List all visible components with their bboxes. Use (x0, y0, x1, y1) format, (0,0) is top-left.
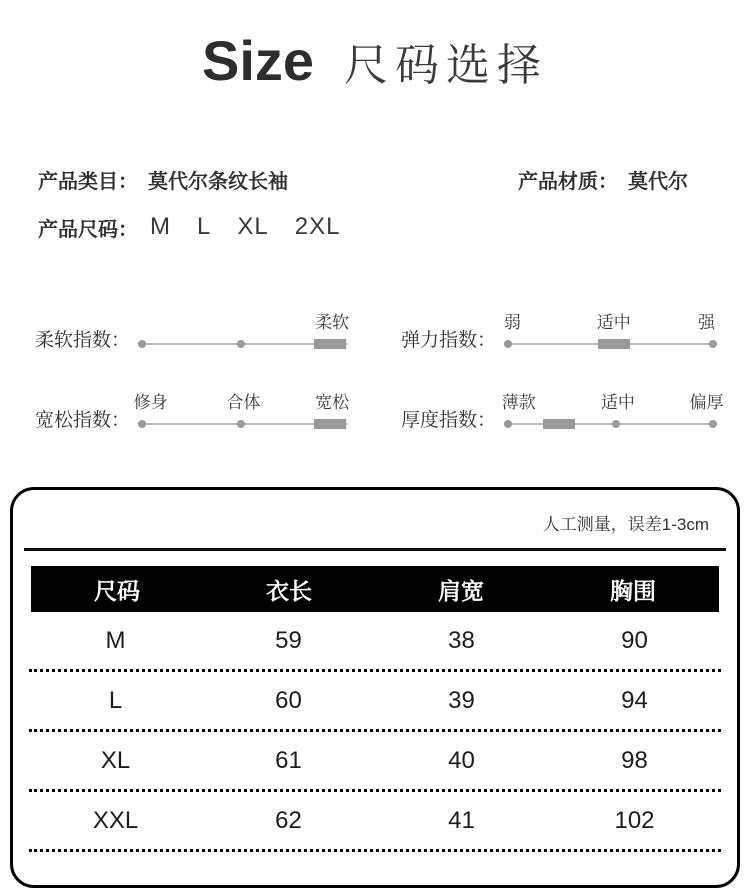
index-sliders-section (0, 305, 750, 433)
cell-shoulder: 40 (448, 746, 475, 774)
cell-size: M (105, 626, 126, 654)
table-header-length: 衣长 (266, 577, 312, 604)
table-row (29, 612, 721, 672)
slider-handle (543, 419, 575, 429)
slider-handle (598, 339, 630, 349)
size-option: XL (237, 213, 269, 240)
slider-mark: 强 (698, 313, 716, 332)
cell-length: 59 (275, 626, 302, 654)
looseness-index-label: 宽松指数： (35, 410, 131, 431)
product-info-section (0, 155, 750, 251)
table-top-divider (24, 548, 726, 551)
slider-dot (138, 420, 146, 428)
product-material-value: 莫代尔 (628, 170, 688, 193)
product-category-row (38, 155, 712, 203)
cell-shoulder: 38 (448, 626, 475, 654)
product-category-label: 产品类目： (38, 170, 138, 193)
cell-size: XXL (92, 806, 139, 834)
table-header-row (31, 566, 719, 612)
product-material-label: 产品材质： (518, 170, 618, 193)
slider-mark: 适中 (600, 393, 635, 412)
slider-dot (612, 420, 620, 428)
slider-dot (504, 340, 512, 348)
product-sizes-label: 产品尺码： (38, 218, 138, 241)
cell-shoulder: 39 (448, 686, 475, 714)
slider-dot (237, 420, 245, 428)
slider-mark: 合体 (226, 393, 261, 412)
elasticity-slider (504, 305, 715, 353)
table-row (29, 672, 721, 732)
table-row (29, 732, 721, 792)
slider-mark: 修身 (133, 393, 168, 412)
cell-size: XL (100, 746, 131, 774)
slider-mark: 宽松 (315, 393, 350, 412)
elasticity-index (401, 305, 715, 353)
slider-track (504, 423, 713, 425)
slider-mark: 适中 (596, 313, 631, 332)
cell-shoulder: 41 (448, 806, 475, 834)
slider-dot (504, 420, 512, 428)
measurement-note: 人工测量，误差1-3cm (542, 515, 709, 534)
slider-mark: 弱 (503, 313, 521, 332)
slider-mark: 偏厚 (689, 393, 724, 412)
cell-chest: 98 (621, 746, 648, 774)
looseness-index (35, 385, 349, 433)
elasticity-index-label: 弹力指数： (401, 330, 497, 351)
slider-mark: 薄款 (501, 393, 536, 412)
thickness-slider (501, 385, 724, 433)
table-footer-space (13, 852, 737, 885)
product-sizes-list (150, 213, 340, 241)
product-material-row (518, 165, 688, 194)
cell-chest: 90 (621, 626, 648, 654)
slider-mark: 柔软 (315, 313, 350, 332)
thickness-index (401, 385, 724, 433)
softness-index (35, 305, 349, 353)
cell-length: 60 (275, 686, 302, 714)
product-sizes-row (38, 203, 712, 251)
cell-chest: 94 (621, 686, 648, 714)
page-title-zh: 尺码选择 (344, 41, 549, 90)
slider-dot (709, 420, 717, 428)
slider-dot (709, 340, 717, 348)
table-body (29, 612, 721, 852)
page-title-en: Size (201, 29, 315, 92)
table-header-size: 尺码 (94, 577, 140, 604)
size-table-box (10, 487, 740, 888)
slider-dot (237, 340, 245, 348)
softness-slider (138, 305, 349, 353)
size-option: L (197, 213, 212, 240)
slider-handle (314, 419, 346, 429)
cell-length: 62 (275, 806, 302, 834)
looseness-slider (133, 385, 350, 433)
cell-size: L (108, 686, 123, 714)
cell-chest: 102 (614, 806, 655, 834)
size-option: M (150, 213, 171, 240)
table-row (29, 792, 721, 852)
table-header-chest: 胸围 (610, 577, 656, 604)
size-option: 2XL (294, 213, 341, 240)
product-category-value: 莫代尔条纹长袖 (148, 170, 288, 193)
slider-dot (138, 340, 146, 348)
page-title (0, 0, 750, 93)
cell-length: 61 (275, 746, 302, 774)
softness-index-label: 柔软指数： (35, 330, 131, 351)
thickness-index-label: 厚度指数： (401, 410, 497, 431)
table-header-shoulder: 肩宽 (438, 577, 484, 604)
slider-handle (314, 339, 346, 349)
